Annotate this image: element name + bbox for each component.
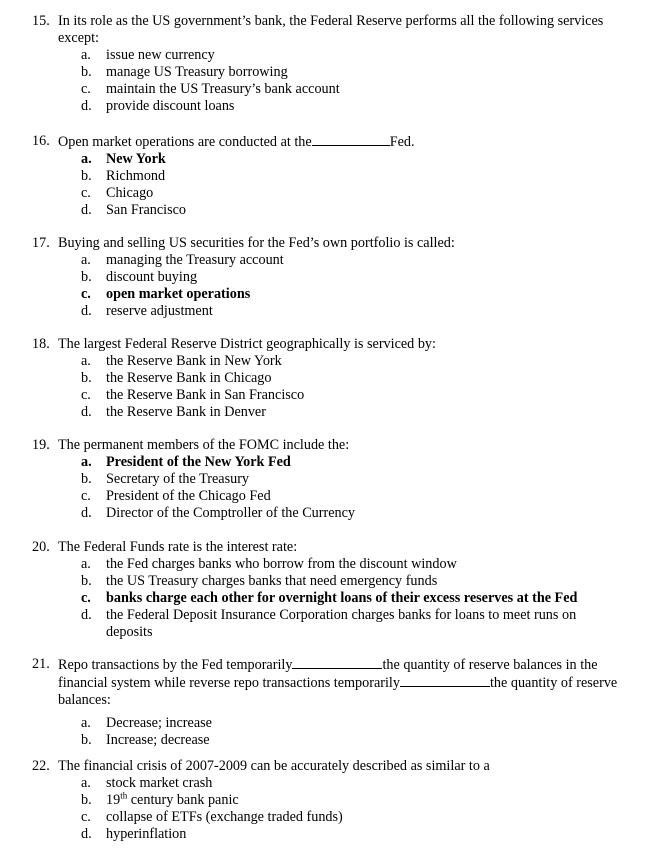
option-a[interactable] bbox=[0, 252, 665, 269]
option-letter: a. bbox=[81, 47, 91, 63]
question-text: Repo transactions by the Fed temporarily bbox=[58, 657, 293, 673]
option-letter: b. bbox=[81, 370, 92, 386]
option-letter: b. bbox=[81, 269, 92, 285]
question-number: 20. bbox=[32, 539, 50, 555]
question-stem bbox=[0, 13, 665, 47]
option-text-superscript: th bbox=[120, 790, 128, 801]
option-b[interactable] bbox=[0, 471, 665, 488]
option-d[interactable] bbox=[0, 607, 665, 641]
question-number: 15. bbox=[32, 13, 50, 29]
option-text: Decrease; increase bbox=[106, 715, 212, 731]
option-b[interactable] bbox=[0, 792, 665, 809]
option-list bbox=[0, 775, 665, 843]
option-letter: a. bbox=[81, 252, 91, 268]
option-a[interactable] bbox=[0, 353, 665, 370]
option-a[interactable] bbox=[0, 454, 665, 471]
option-text: collapse of ETFs (exchange traded funds) bbox=[106, 809, 343, 825]
option-letter: a. bbox=[81, 353, 91, 369]
option-letter: b. bbox=[81, 168, 92, 184]
option-text: the Reserve Bank in New York bbox=[106, 353, 282, 369]
question-number: 19. bbox=[32, 437, 50, 453]
question-21 bbox=[0, 656, 665, 749]
option-letter: d. bbox=[81, 505, 92, 521]
question-text-end: the quantity of reserve balances: bbox=[58, 675, 618, 708]
option-c[interactable] bbox=[0, 488, 665, 505]
option-a[interactable] bbox=[0, 556, 665, 573]
question-stem bbox=[0, 656, 665, 709]
option-text: New York bbox=[106, 151, 166, 167]
question-number: 22. bbox=[32, 758, 50, 774]
option-text: Secretary of the Treasury bbox=[106, 471, 250, 487]
question-number: 17. bbox=[32, 235, 50, 251]
option-letter: a. bbox=[81, 715, 91, 731]
option-text: Chicago bbox=[106, 185, 154, 201]
option-text: manage US Treasury borrowing bbox=[106, 64, 288, 80]
option-b[interactable] bbox=[0, 370, 665, 387]
option-letter: c. bbox=[81, 590, 91, 606]
option-letter: d. bbox=[81, 202, 92, 218]
option-text: provide discount loans bbox=[106, 98, 235, 114]
option-text: the Federal Deposit Insurance Corporation charges banks for loans to meet runs on deposits bbox=[106, 607, 577, 640]
question-stem bbox=[0, 758, 665, 775]
option-text: issue new currency bbox=[106, 47, 215, 63]
question-text: Open market operations are conducted at the bbox=[58, 134, 312, 150]
option-text: the Reserve Bank in Chicago bbox=[106, 370, 272, 386]
option-list bbox=[0, 454, 665, 522]
option-text: banks charge each other for overnight loans of their excess reserves at the Fed bbox=[106, 590, 578, 606]
option-letter: b. bbox=[81, 64, 92, 80]
option-letter: c. bbox=[81, 286, 91, 302]
option-letter: b. bbox=[81, 573, 92, 589]
question-text: The permanent members of the FOMC include the: bbox=[58, 437, 350, 453]
option-a[interactable] bbox=[0, 775, 665, 792]
option-list bbox=[0, 47, 665, 115]
option-text: Director of the Comptroller of the Currency bbox=[106, 505, 355, 521]
option-b[interactable] bbox=[0, 269, 665, 286]
question-text: The largest Federal Reserve District geographically is serviced by: bbox=[58, 336, 436, 352]
option-text: the US Treasury charges banks that need emergency funds bbox=[106, 573, 438, 589]
question-stem bbox=[0, 539, 665, 556]
option-text: Richmond bbox=[106, 168, 166, 184]
question-17 bbox=[0, 235, 665, 320]
question-text: The financial crisis of 2007-2009 can be accurately described as similar to a bbox=[58, 758, 490, 774]
option-text: hyperinflation bbox=[106, 826, 187, 842]
option-list bbox=[0, 252, 665, 320]
option-text: reserve adjustment bbox=[106, 303, 213, 319]
option-text: maintain the US Treasury’s bank account bbox=[106, 81, 340, 97]
option-c[interactable] bbox=[0, 81, 665, 98]
question-number: 18. bbox=[32, 336, 50, 352]
option-letter: c. bbox=[81, 81, 91, 97]
answer-blank-2 bbox=[400, 674, 490, 687]
option-c[interactable] bbox=[0, 387, 665, 404]
option-b[interactable] bbox=[0, 732, 665, 749]
option-c[interactable] bbox=[0, 809, 665, 826]
option-letter: b. bbox=[81, 732, 92, 748]
option-d[interactable] bbox=[0, 98, 665, 115]
option-letter: a. bbox=[81, 556, 91, 572]
question-number: 21. bbox=[32, 656, 50, 672]
option-letter: b. bbox=[81, 471, 92, 487]
option-b[interactable] bbox=[0, 168, 665, 185]
option-letter: a. bbox=[81, 775, 91, 791]
option-letter: d. bbox=[81, 607, 92, 623]
option-text: the Fed charges banks who borrow from the discount window bbox=[106, 556, 457, 572]
option-list bbox=[0, 715, 665, 749]
option-text: stock market crash bbox=[106, 775, 213, 791]
option-c[interactable] bbox=[0, 590, 665, 607]
option-letter: d. bbox=[81, 404, 92, 420]
option-text: century bank panic bbox=[127, 792, 239, 808]
option-letter: c. bbox=[81, 387, 91, 403]
option-letter: a. bbox=[81, 151, 92, 167]
option-text: the Reserve Bank in Denver bbox=[106, 404, 266, 420]
option-letter: c. bbox=[81, 809, 91, 825]
question-text: Buying and selling US securities for the Fed’s own portfolio is called: bbox=[58, 235, 455, 251]
question-18 bbox=[0, 336, 665, 421]
option-c[interactable] bbox=[0, 286, 665, 303]
option-letter: c. bbox=[81, 185, 91, 201]
option-text: open market operations bbox=[106, 286, 251, 302]
question-22 bbox=[0, 758, 665, 843]
question-text-end: Fed. bbox=[389, 134, 415, 150]
question-19 bbox=[0, 437, 665, 522]
option-letter: d. bbox=[81, 826, 92, 842]
answer-blank bbox=[312, 133, 390, 146]
option-c[interactable] bbox=[0, 185, 665, 202]
option-text: President of the New York Fed bbox=[106, 454, 291, 470]
question-stem bbox=[0, 133, 665, 151]
question-number: 16. bbox=[32, 133, 50, 149]
question-text-mid: the quantity of reserve balances in the financial system while reverse repo transactions temporarily bbox=[58, 657, 598, 691]
option-a[interactable] bbox=[0, 715, 665, 732]
option-text: discount buying bbox=[106, 269, 198, 285]
option-list bbox=[0, 353, 665, 421]
question-text: The Federal Funds rate is the interest rate: bbox=[58, 539, 298, 555]
option-d[interactable] bbox=[0, 404, 665, 421]
option-list bbox=[0, 151, 665, 219]
option-a[interactable] bbox=[0, 151, 665, 168]
option-b[interactable] bbox=[0, 573, 665, 590]
option-text: San Francisco bbox=[106, 202, 186, 218]
option-d[interactable] bbox=[0, 826, 665, 843]
question-stem bbox=[0, 437, 665, 454]
option-d[interactable] bbox=[0, 505, 665, 522]
option-text: managing the Treasury account bbox=[106, 252, 284, 268]
option-b[interactable] bbox=[0, 64, 665, 81]
option-letter: a. bbox=[81, 454, 92, 470]
option-letter: d. bbox=[81, 98, 92, 114]
question-15 bbox=[0, 13, 665, 115]
option-text: President of the Chicago Fed bbox=[106, 488, 271, 504]
option-d[interactable] bbox=[0, 202, 665, 219]
option-a[interactable] bbox=[0, 47, 665, 64]
option-letter: b. bbox=[81, 792, 92, 808]
question-20 bbox=[0, 539, 665, 641]
option-list bbox=[0, 556, 665, 641]
option-text-number: 19 bbox=[106, 792, 121, 808]
option-letter: d. bbox=[81, 303, 92, 319]
question-stem bbox=[0, 336, 665, 353]
option-d[interactable] bbox=[0, 303, 665, 320]
option-letter: c. bbox=[81, 488, 91, 504]
option-text: Increase; decrease bbox=[106, 732, 210, 748]
question-stem bbox=[0, 235, 665, 252]
question-text: In its role as the US government’s bank, the Federal Reserve performs all the following services except: bbox=[58, 13, 604, 46]
option-text: the Reserve Bank in San Francisco bbox=[106, 387, 305, 403]
answer-blank-1 bbox=[292, 656, 382, 669]
question-16 bbox=[0, 133, 665, 219]
